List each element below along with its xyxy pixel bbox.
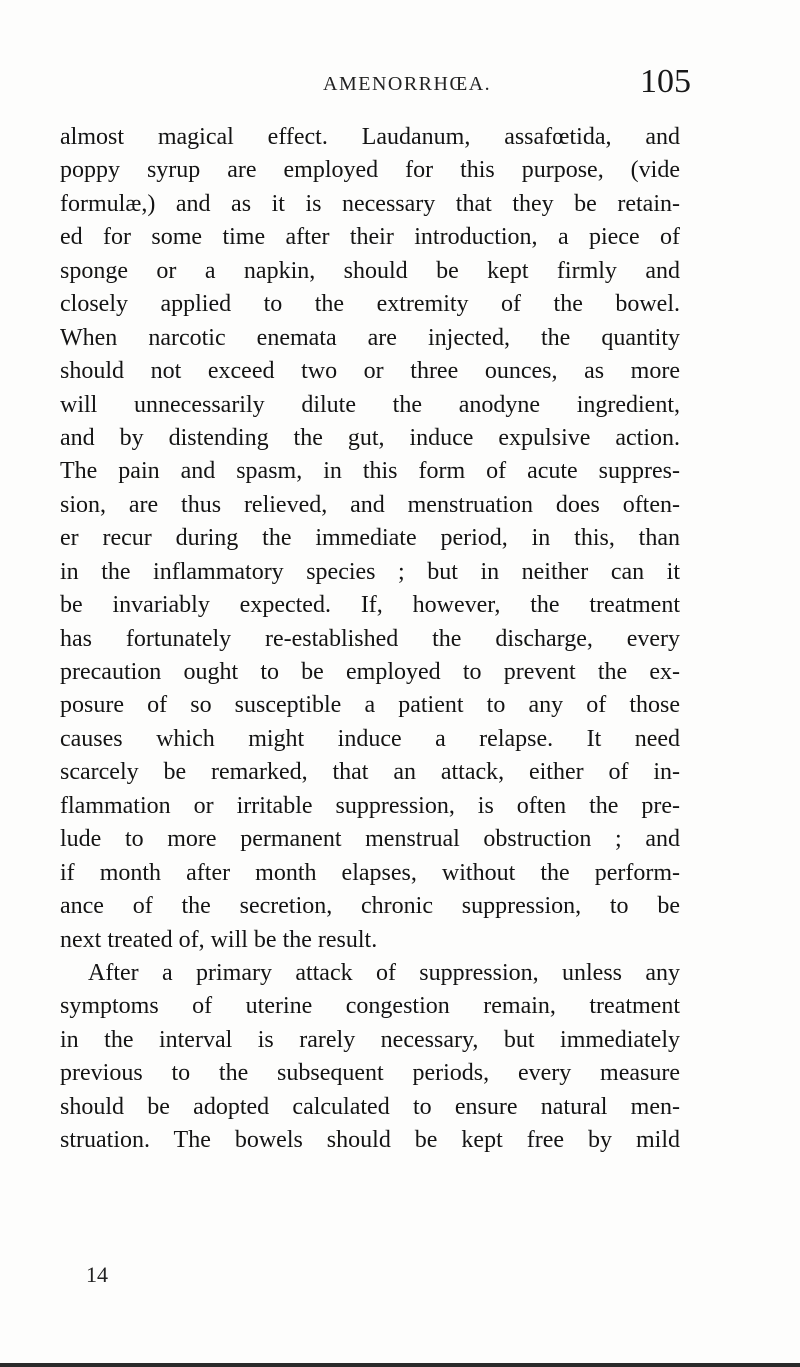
body-text xyxy=(60,121,680,1158)
text-line: When narcotic enemata are injected, the quantity xyxy=(60,324,680,351)
text-line: formulæ,) and as it is necessary that they be retain- xyxy=(60,190,680,217)
text-line: causes which might induce a relapse. It need xyxy=(60,725,680,752)
text-line: sponge or a napkin, should be kept firmly and xyxy=(60,257,680,284)
text-line: almost magical effect. Laudanum, assafœtida, and xyxy=(60,124,680,150)
bottom-border xyxy=(0,1363,800,1367)
text-line: in the interval is rarely necessary, but immediately xyxy=(60,1026,680,1053)
text-line: in the inflammatory species ; but in neither can it xyxy=(60,558,680,585)
text-line: lude to more permanent menstrual obstruction ; and xyxy=(60,826,680,853)
text-line: er recur during the immediate period, in this, than xyxy=(60,525,680,552)
text-line: struation. The bowels should be kept free by mild xyxy=(60,1127,680,1154)
text-line: ed for some time after their introduction, a piece of xyxy=(60,224,680,251)
text-line: closely applied to the extremity of the bowel. xyxy=(60,291,680,318)
text-line: The pain and spasm, in this form of acute suppres- xyxy=(60,458,680,485)
text-line: scarcely be remarked, that an attack, either of in- xyxy=(60,759,680,786)
text-line: next treated of, will be the result. xyxy=(60,926,378,953)
text-line: be invariably expected. If, however, the treatment xyxy=(60,592,680,619)
text-line: poppy syrup are employed for this purpose, (vide xyxy=(60,157,680,184)
text-line: symptoms of uterine congestion remain, treatment xyxy=(60,993,680,1020)
text-line: and by distending the gut, induce expulsive action. xyxy=(60,424,680,451)
text-line: After a primary attack of suppression, unless any xyxy=(88,959,680,986)
text-line: if month after month elapses, without the perform- xyxy=(60,859,680,886)
signature-mark: 14 xyxy=(86,1262,108,1287)
text-line: has fortunately re-established the discharge, every xyxy=(60,625,680,652)
text-line: will unnecessarily dilute the anodyne ingredient, xyxy=(60,391,680,418)
text-line: posure of so susceptible a patient to any of those xyxy=(60,692,680,719)
text-line: flammation or irritable suppression, is often the pre- xyxy=(60,792,680,819)
page-number: 105 xyxy=(640,63,691,100)
text-line: precaution ought to be employed to prevent the ex- xyxy=(60,659,680,685)
text-line: sion, are thus relieved, and menstruation does often- xyxy=(60,491,680,518)
text-line: should not exceed two or three ounces, as more xyxy=(60,358,680,385)
text-line: ance of the secretion, chronic suppression, to be xyxy=(60,893,680,920)
running-title: AMENORRHŒA. xyxy=(323,73,492,95)
text-line: should be adopted calculated to ensure natural men- xyxy=(60,1093,680,1120)
text-line: previous to the subsequent periods, every measure xyxy=(60,1060,680,1087)
